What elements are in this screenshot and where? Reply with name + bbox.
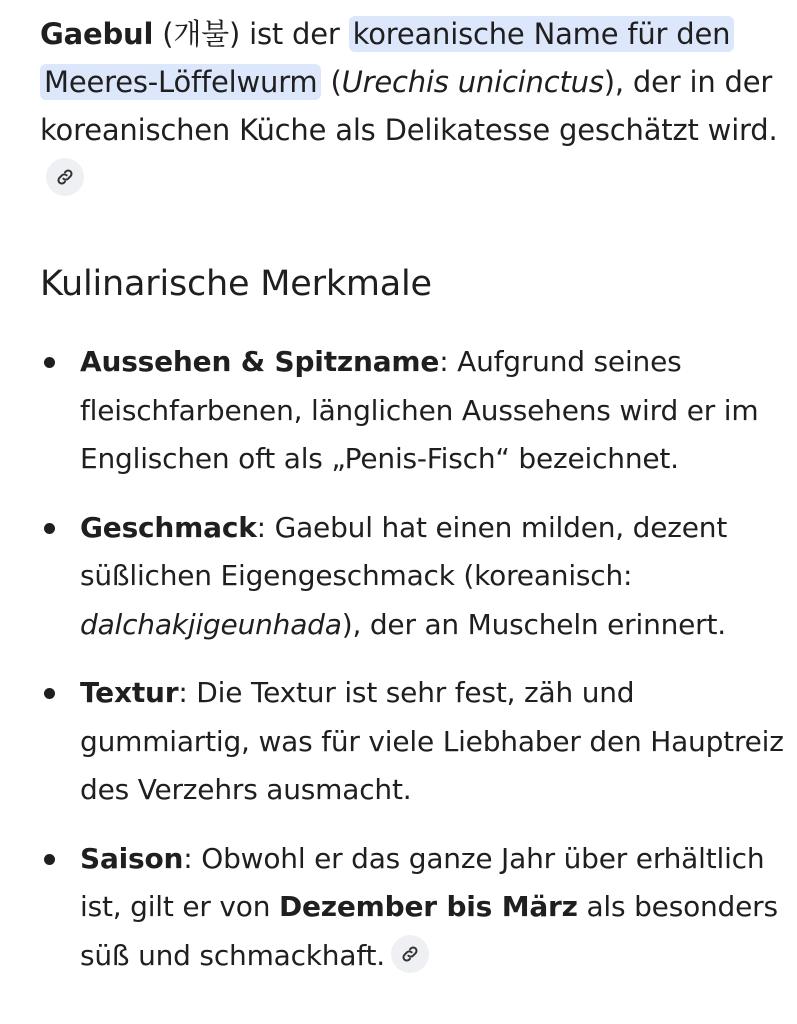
item-label: Aussehen & Spitzname	[80, 345, 440, 378]
list-item-saison	[40, 835, 785, 981]
intro-text-2: ), der in der koreanischen Küche als Delikatesse geschätzt wird.	[40, 65, 778, 147]
item-bold-term: Dezember bis März	[278, 890, 578, 923]
item-text: : Aufgrund seines fleischfarbenen, länglichen Aussehens wird er im Englischen oft als „Penis-Fisch“ bezeichnet.	[80, 345, 759, 475]
intro-text-1: ist der	[240, 17, 349, 51]
scientific-name: Urechis unicinctus	[341, 65, 604, 99]
bullet-dot	[44, 854, 55, 865]
source-link-button[interactable]	[46, 158, 84, 196]
item-label: Textur	[80, 676, 179, 709]
paren-open: (	[321, 65, 342, 99]
list-item-aussehen	[40, 338, 785, 484]
item-text-after: ), der an Muscheln erinnert.	[341, 607, 726, 641]
item-text: : Gaebul hat einen milden, dezent süßlichen Eigengeschmack (koreanisch:	[80, 510, 728, 592]
item-text: : Die Textur ist sehr fest, zäh und gummiartig, was für viele Liebhaber den Hauptreiz des Verzehrs ausmacht.	[80, 676, 784, 806]
bullet-dot	[44, 523, 55, 534]
bullet-dot	[44, 688, 55, 699]
link-icon	[55, 167, 75, 187]
item-label: Saison	[80, 841, 184, 875]
item-text: : Obwohl er das ganze Jahr über erhältlich ist, gilt er von	[80, 841, 765, 923]
feature-list	[40, 338, 785, 980]
bullet-dot	[44, 357, 55, 368]
list-item-geschmack	[40, 504, 785, 650]
korean-term: (개불)	[162, 17, 241, 51]
highlight-text-1: koreanische Name für den	[352, 17, 731, 51]
item-text-after: als besonders süß und schmackhaft.	[80, 890, 778, 972]
intro-paragraph	[40, 10, 785, 202]
item-label: Geschmack	[80, 510, 257, 544]
section-title: Kulinarische Merkmale	[40, 264, 432, 304]
item-italic-term: dalchakjigeunhada	[80, 607, 342, 641]
list-item-textur	[40, 669, 785, 815]
source-link-button[interactable]	[391, 935, 429, 973]
answer-content	[40, 10, 785, 1000]
link-icon	[400, 944, 420, 964]
highlight-text-2: Meeres-Löffelwurm	[44, 65, 318, 99]
term-gaebul: Gaebul	[40, 17, 154, 51]
